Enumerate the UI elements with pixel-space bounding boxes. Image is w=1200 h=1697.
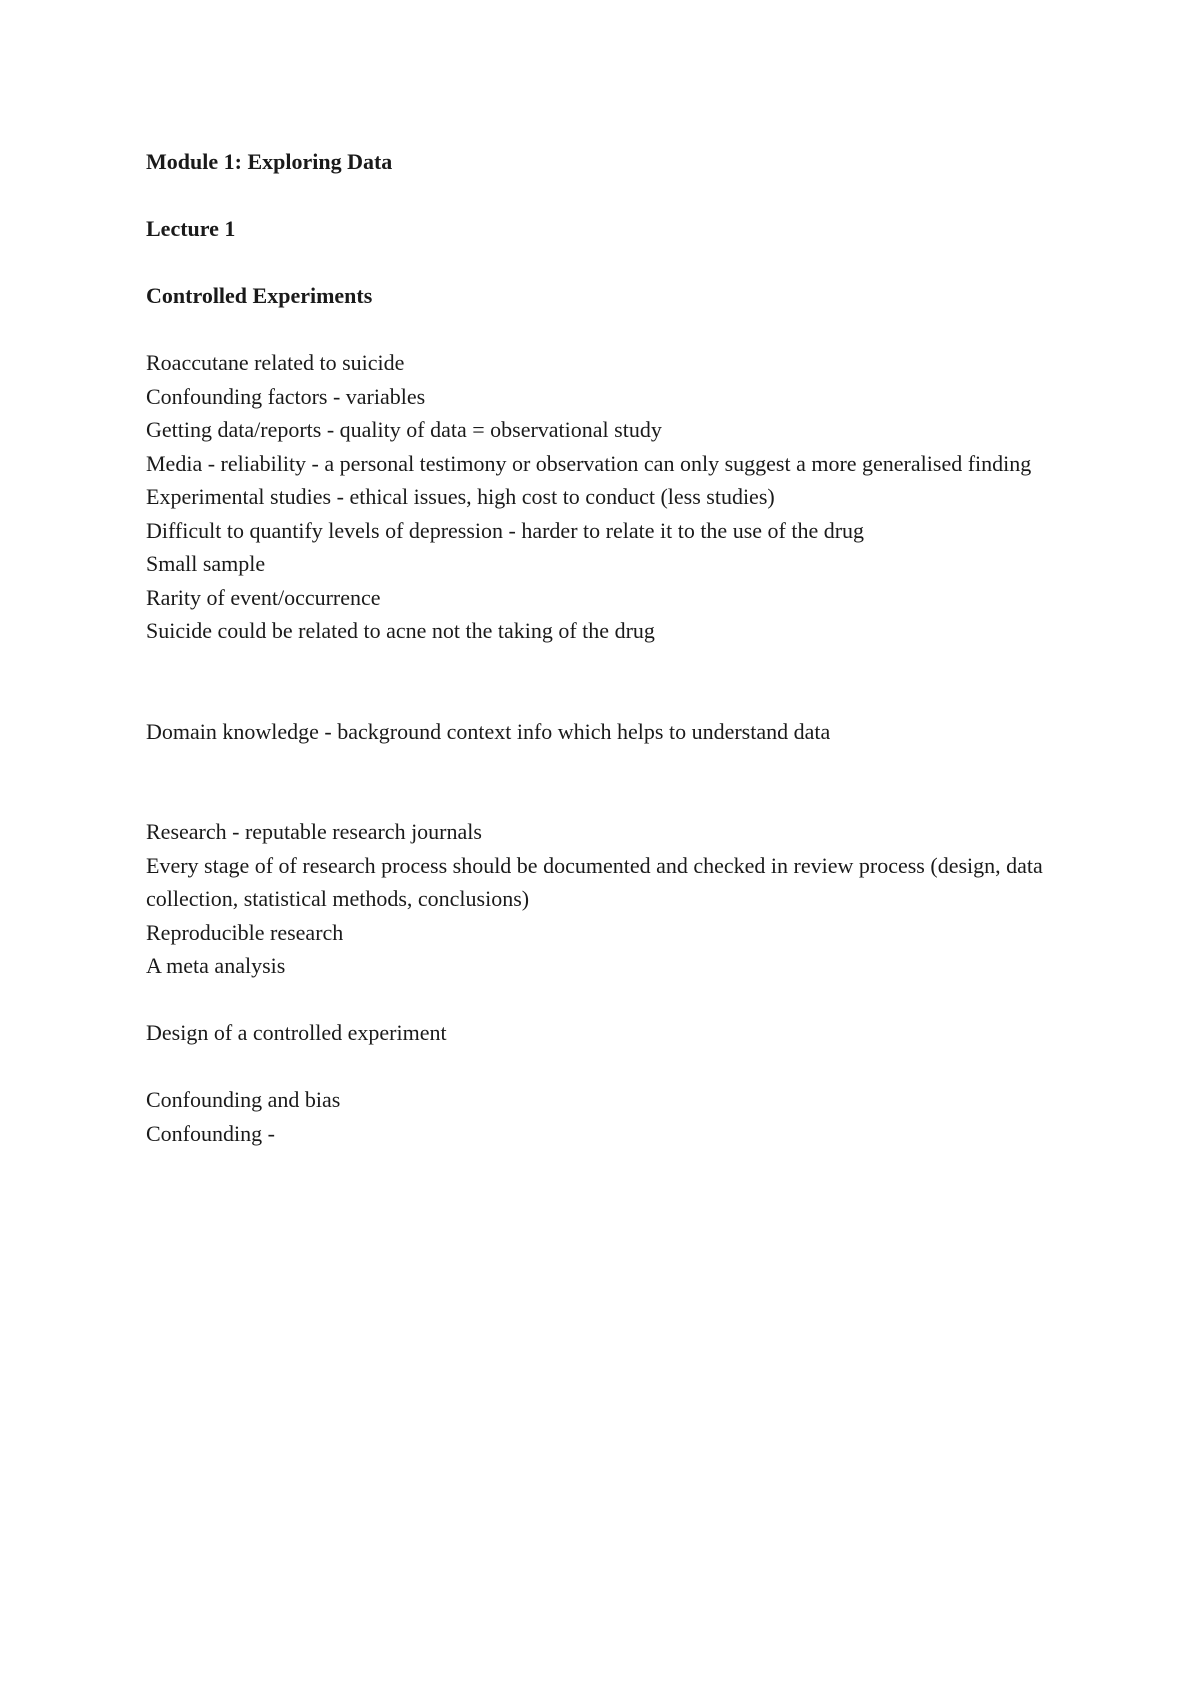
note-line: Media - reliability - a personal testimony or observation can only suggest a more generalised finding: [146, 450, 1032, 476]
spacer: [146, 1050, 1066, 1084]
note-line: Suicide could be related to acne not the taking of the drug: [146, 618, 655, 643]
note-line: Every stage of of research process should be documented and checked in review process (design, data collection, statistical methods, conclusions): [146, 852, 1043, 911]
note-line: A meta analysis: [146, 953, 286, 978]
lecture-title: Lecture 1: [146, 216, 236, 241]
note-line: Getting data/reports - quality of data = observational study: [146, 417, 662, 442]
note-line: Confounding factors - variables: [146, 383, 426, 409]
module-title: Module 1: Exploring Data: [146, 149, 393, 174]
spacer: [146, 648, 1066, 715]
note-line: Rarity of event/occurrence: [146, 584, 381, 610]
note-line: Research - reputable research journals: [146, 819, 482, 844]
note-line: Confounding and bias: [146, 1087, 341, 1112]
design-line: Design of a controlled experiment: [146, 1020, 447, 1045]
note-line: Roaccutane related to suicide: [146, 350, 405, 375]
spacer: [146, 983, 1066, 1017]
spacer: [146, 246, 1066, 280]
spacer: [146, 179, 1066, 213]
note-line: Experimental studies - ethical issues, high cost to conduct (less studies): [146, 484, 775, 509]
spacer: [146, 748, 1066, 815]
spacer: [146, 313, 1066, 347]
section-heading: Controlled Experiments: [146, 283, 373, 308]
note-line: Confounding -: [146, 1120, 275, 1146]
document-body: [146, 145, 1066, 1150]
note-line: Difficult to quantify levels of depression - harder to relate it to the use of the drug: [146, 517, 865, 543]
domain-knowledge-line: Domain knowledge - background context info which helps to understand data: [146, 718, 831, 744]
note-line: Reproducible research: [146, 919, 344, 945]
note-line: Small sample: [146, 551, 266, 576]
